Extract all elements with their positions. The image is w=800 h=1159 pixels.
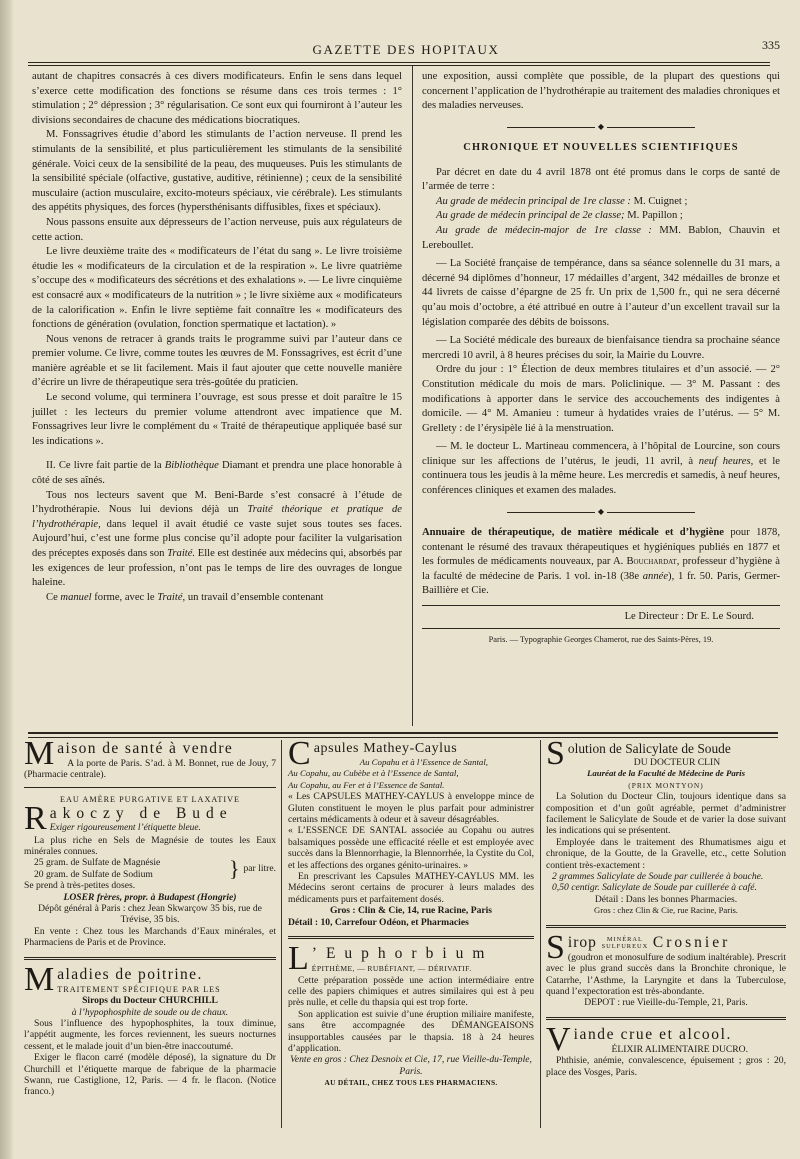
ad-title-part: Crosnier — [652, 933, 731, 951]
drop-capital: M — [24, 960, 55, 998]
ad-title — [568, 934, 786, 952]
ad-wholesale: Gros : chez Clin & Cie, rue Racine, Paris. — [594, 905, 738, 916]
dose-line: 20 gram. de Sulfate de Sodium — [34, 868, 153, 880]
ad-subtitle: Lauréat de la Faculté de Médecine de Paris — [586, 768, 746, 779]
ad-retail: Détail : 10, Carrefour Odéon, et Pharmacies — [288, 916, 469, 928]
running-head — [20, 38, 792, 62]
text-run: forme, avec le — [91, 591, 158, 603]
promotion-names: M. Cuignet ; — [630, 195, 688, 207]
drop-capital: S — [546, 928, 565, 966]
ad-text: Sous l’influence des hypophosphites, la toux diminue, l’appétit augmente, les forces reviennent, les sueurs nocturnes cessent, et le malade jouit d’un bien-être inaccoutumé. — [24, 1017, 276, 1052]
right-column — [422, 70, 780, 648]
ad-euphorbium — [288, 940, 534, 1088]
ad-depot: Dépôt général à Paris : chez Jean Skwarçow 35 bis, rue de Trévise, 35 bis. — [38, 903, 262, 926]
ads-column-1 — [24, 735, 276, 1104]
advertisements-rule — [28, 732, 778, 738]
ad-tagline: TRAITEMENT SPÉCIFIQUE PAR LES — [57, 984, 221, 994]
ad-text: En prescrivant les Capsules MATHEY-CAYLUS MM. les Médecins seront certains de procurer à leurs malades des médicaments purs et parfaitement dosés. — [288, 871, 534, 905]
drop-capital: M — [24, 735, 55, 772]
ad-text: Cette préparation possède une action intermédiaire entre celle des papiers chimiques et autres similaires qui est à peu près nulle, et celle du thapsia qui est trop forte. — [288, 974, 534, 1009]
ad-text: « L’ESSENCE DE SANTAL associée au Copahu ou autres balsamiques possède une efficacité réelle et est employée avec succès dans la Blennorrhagie, la Blennorrhée, la Cystite du Col, et les affections des organes génito-urinaires. » — [288, 825, 534, 871]
binding-gutter — [0, 0, 14, 1159]
paragraph-beni-barde — [32, 489, 402, 591]
ad-text: En vente : Chez tous les Marchands d’Eaux minérales, et Pharmaciens de Paris et de Province. — [24, 925, 276, 949]
text-run: et le continuera tous les jeudis à la même heure. Les mercredis et samedis, à neuf heures, conférences cliniques et examen des malades. — [422, 455, 780, 497]
text-run-italic: année — [642, 570, 669, 582]
news-item: — La Société médicale des bureaux de bienfaisance tiendra sa prochaine séance mercredi 10 avril, à 8 heures précises du soir, la Mairie du Louvre. — [422, 335, 780, 361]
paragraph: Le livre deuxième traite des « modificateurs de l’état du sang ». Le livre troisième étudie les « modificateurs de la circulation et de la respiration ». Le livre quatrième s’occupe des « modificateurs des sécrétions et des exhalations ». — Le livre cinquième est consacré aux « modificateurs de la nutrition » ; le livre sixième aux « modificateurs de la calorification ». Enfin le livre septième fait connaître les « modificateurs des fonctions de génération (ovulation, fonction spermatique et lactation). » — [32, 246, 402, 331]
ad-subtitle: DU DOCTEUR CLIN — [633, 757, 721, 768]
journal-title: GAZETTE DES HOPITAUX — [312, 42, 500, 57]
news-item — [422, 440, 780, 498]
paragraph-part-two — [32, 459, 402, 488]
drop-capital: S — [546, 735, 565, 772]
ads-column-2 — [288, 735, 534, 1095]
text-run: dans lequel il avait étudié ce vaste sujet sous toutes ses faces. Aujourd’hui, c’est une forme plus concise qu’il adopte pour faciliter la vulgarisation des préceptes exposés dans son — [32, 518, 402, 559]
ad-retail: Détail : Dans les bonnes Pharmacies. — [594, 893, 738, 905]
ad-title: aison de santé à vendre — [57, 740, 234, 757]
left-column — [32, 70, 402, 605]
ad-subtitle: ÉLIXIR ALIMENTAIRE DUCRO. — [611, 1043, 749, 1055]
ad-tagline: EAU AMÈRE PURGATIVE ET LAXATIVE — [59, 794, 241, 804]
ad-title-part: irop — [567, 933, 597, 951]
page-number: 335 — [762, 38, 780, 52]
annuaire-author: Bouchardat, — [626, 556, 680, 568]
paragraph: Nous venons de retracer à grands traits le programme suivi par l’auteur dans ce premier volume. Ce livre, comme toutes les œuvres de M. Fonssagrives, est écrit d’une manière agréable et se lit facilement. Mais il faut ajouter que cette nouvelle manière d’écrire un livre de thérapeutique sera très-goûtée du praticien. — [32, 333, 402, 389]
drop-capital: C — [288, 735, 311, 772]
paragraph: autant de chapitres consacrés à ces divers modificateurs. Enfin le sens dans lequel s’exerce cette modification des fonctions se résume dans ces trois termes : 1° stimulation ; 2° dépression ; 3° régularisation. Ce sont eux qui fourniront à l’auteur les divisions secondaires de chacune des médications biocratiques. — [32, 71, 402, 126]
ad-separator — [288, 936, 534, 939]
ad-subtitle: Au Copahu et à l’Essence de Santal, — [359, 757, 488, 767]
director-signature: Le Directeur : Dr E. Le Sourd. — [422, 605, 780, 625]
ad-title: ’Euphorbium — [311, 945, 494, 963]
brace-glyph: } — [228, 855, 240, 881]
section-title: CHRONIQUE ET NOUVELLES SCIENTIFIQUES — [463, 142, 739, 154]
ad-title: apsules Mathey-Caylus — [313, 741, 458, 756]
text-run: — M. le docteur L. Martineau commencera, à l’hôpital de Lourcine, son cours clinique sur les affections de l’utérus, le jeudi, 11 avril, à — [422, 441, 780, 467]
ads-divider — [540, 740, 541, 1128]
promotion-line — [422, 224, 780, 253]
dose-lines — [24, 857, 225, 880]
ads-column-3 — [546, 735, 786, 1084]
ad-title: akoczy de Bude — [49, 805, 233, 823]
drop-capital: V — [546, 1020, 571, 1058]
ads-divider — [281, 740, 282, 1128]
ad-subtitle: à l’hypophosphite de soude ou de chaux. — [71, 1006, 229, 1018]
ad-depot: DEPOT : rue Vieille-du-Temple, 21, Paris. — [584, 997, 748, 1009]
ad-capsules — [288, 735, 534, 928]
ad-subtitle: Au Copahu, au Fer et à l’Essence de Santal. — [288, 779, 445, 790]
annuaire-title: Annuaire de thérapeutique, de matière médicale et d’hygiène — [422, 526, 724, 538]
promotion-grade: Au grade de médecin principal de 1re classe : — [436, 195, 631, 207]
ad-solution-salicylate — [546, 735, 786, 917]
text-run-italic: manuel — [60, 591, 92, 603]
ad-text: (goudron et monosulfure de sodium inaltérable). Prescrit avec le plus grand succès dans la Bronchite chronique, le Catarrhe, l’Asthme, la Laryngite et dans la Tuberculose, quand l’expectoration est très-abondante. — [546, 951, 786, 997]
text-run-italic: Traité théorique et pratique de l’hydrothérapie, — [32, 504, 402, 530]
paragraph: M. Fonssagrives étudie d’abord les stimulants de l’action nerveuse. Il prend les stimulants de la sensibilité, et plus particulièrement les stimulants de la sensibilité générale. Voici ceux de la sensibilité de la peau, des muqueuses. Puis les stimulants de la sensibilité spéciale (olfactive, gustative, auditive, rétinienne) ; ceux de la sensibilité musculaire (action musculaire, excito-moteurs spéciaux, vie cérébrale). Les stimulants des appétits physiques, des forces (hypersthénisants diffusibles, fixes et spéciaux). — [32, 129, 402, 214]
text-run: pour 1878, contenant le résumé des travaux thérapeutiques et hygiéniques publiés en 1877 et les formules de médicaments nouveaux, par A. — [422, 526, 780, 568]
ad-separator — [546, 925, 786, 928]
ad-text: A la porte de Paris. S’ad. à M. Bonnet, rue de Jouy, 7 (Pharmacie centrale). — [24, 758, 276, 781]
ad-text: La Solution du Docteur Clin, toujours identique dans sa composition et d’un goût agréable, permet d’administrer facilement le Salicylate de Soude et de varier la dose suivant les indications qui se présentent. — [546, 791, 786, 837]
text-run: Ce — [46, 591, 61, 603]
dose-line: 25 gram. de Sulfate de Magnésie — [34, 857, 161, 869]
paragraph: Le second volume, qui terminera l’ouvrage, est sous presse et doit paraître le 15 juillet : les lecteurs du premier volume attendront avec impatience que M. Fonssagrives leur livre le complément du « Traité de thérapeutique appliquée basé sur les indications ». — [32, 392, 402, 447]
text-run: Elle est destinée aux médecins qui, absorbés par les exigences de leur profession, n’ont pas le temps de lire des ouvrages de longue haleine. — [32, 548, 402, 589]
ad-title-small: MINÉRAL SULFUREUX — [601, 935, 649, 950]
ad-title: olution de Salicylate de Soude — [567, 741, 731, 756]
text-run-italic: Bibliothèque — [164, 460, 219, 472]
promotion-grade: Au grade de médecin-major de 1re classe : — [436, 224, 652, 236]
ad-title: aladies de poitrine. — [57, 965, 203, 983]
news-item: — La Société française de tempérance, dans sa séance solennelle du 31 mars, a décerné 94 diplômes d’honneur, 17 médailles d’argent, 342 médailles de bronze et 44 livrets de caisse d’épargne de 25 fr. Un prix de 1,500 fr., qui ne sera décerné qu’au mois d’octobre, a été attribué en outre à l’auteur d’un excellent travail sur la législation comparée des débits de boissons. — [422, 258, 780, 328]
drop-capital: R — [24, 800, 47, 838]
section-ornament: ◆ — [422, 120, 780, 135]
ad-subtitle: (PRIX MONTYON) — [628, 780, 704, 790]
dose-line: 0,50 centigr. Salicylate de Soude par cuillerée à café. — [552, 882, 757, 894]
ad-proprietor: LOSER frères, propr. à Budapest (Hongrie) — [63, 891, 237, 903]
ad-text: Se prend à très-petites doses. — [24, 880, 136, 892]
dose-line: 2 grammes Salicylate de Soude par cuillerée à bouche. — [552, 871, 764, 883]
ad-retail: AU DÉTAIL, CHEZ TOUS LES PHARMACIENS. — [324, 1078, 498, 1088]
drop-capital: L — [288, 940, 309, 978]
text-run-italic: Traité, — [157, 591, 186, 603]
ad-title: iande crue et alcool. — [573, 1025, 732, 1043]
journal-page — [20, 0, 792, 1159]
printer-line: Paris. — Typographie Georges Chamerot, rue des Saints-Pères, 19. — [422, 628, 780, 648]
section-ornament: ◆ — [422, 505, 780, 520]
ad-separator — [24, 957, 276, 960]
ad-tagline: ÉPITHÈME, — RUBÉFIANT, — DÉRIVATIF. — [311, 964, 472, 974]
ad-separator — [546, 1017, 786, 1020]
paragraph-manuel — [32, 591, 402, 606]
text-run-italic: Traité. — [167, 548, 196, 559]
ad-product: Sirops du Docteur CHURCHILL — [82, 995, 218, 1007]
column-divider — [412, 66, 413, 726]
text-run: Diamant et prendra une place honorable à côté de ses aînés. — [32, 460, 402, 487]
promotion-names: M. Papillon ; — [624, 210, 683, 222]
ad-maladies-poitrine — [24, 960, 276, 1098]
header-rule — [28, 62, 770, 66]
text-run: II. Ce livre fait partie de la — [46, 460, 165, 472]
promotion-grade: Au grade de médecin principal de 2e classe; — [436, 210, 625, 222]
ad-text: La plus riche en Sels de Magnésie de toutes les Eaux minérales connues. — [24, 834, 276, 858]
ad-separator — [24, 787, 276, 788]
text-run-italic: neuf heures, — [698, 455, 754, 467]
annuaire-notice — [422, 526, 780, 599]
ad-text: Son application est suivie d’une éruption miliaire manifeste, sans être accompagnée des DÉMANGEAISONS insupportables causées par le thapsia. 18 à 24 heures d’application. — [288, 1008, 534, 1054]
decree-intro: Par décret en date du 4 avril 1878 ont été promus dans le corps de santé de l’armée de terre : — [422, 166, 780, 193]
ad-maison-de-sante — [24, 735, 276, 781]
ad-viande-crue — [546, 1020, 786, 1078]
ad-subtitle: Exiger rigoureusement l’étiquette bleue. — [49, 823, 201, 834]
text-run: un travail d’ensemble contenant — [185, 591, 324, 603]
ad-text: Exiger le flacon carré (modèle déposé), la signature du Dr Churchill et l’étiquette marque de fabrique de la pharmacie Swann, rue Castiglione, 12, Paris. — 4 fr. le flacon. (Notice franco.) — [24, 1052, 276, 1098]
dose-block — [24, 857, 276, 880]
ad-wholesale: Vente en gros : Chez Desnoix et Cie, 17, rue Vieille-du-Temple, Paris. — [290, 1054, 532, 1077]
paragraph: Nous passons ensuite aux dépresseurs de l’action nerveuse, puis aux régulateurs de cette action. — [32, 216, 402, 243]
news-item: Ordre du jour : 1° Élection de deux membres titulaires et d’un associé. — 2° Constitution médicale du mois de mars. Policlinique. — 3° M. Passant : des modifications à apporter dans le service des accouchements des indigentes à domicile. — 4° M. Amanieu : tumeur à hydatides vraies de l’utérus. — 5° M. Grellety : de l’érysipèle lié à la menstruation. — [422, 364, 780, 434]
text-run: ), 1 fr. 50. Paris, Germer-Baillière et Cie. — [422, 570, 780, 597]
ad-wholesale: Gros : Clin & Cie, 14, rue Racine, Paris — [329, 905, 493, 917]
promotion-names: MM. Bablon, Chauvin et Lereboullet. — [422, 224, 780, 251]
dose-unit: par litre. — [243, 863, 276, 875]
ad-text: « Les CAPSULES MATHEY-CAYLUS à enveloppe mince de Gluten constituent le moyen le plus parfait pour administrer certains médicaments à odeur et à saveur désagréables. — [288, 791, 534, 826]
promotion-line — [422, 209, 780, 224]
ad-text: Phthisie, anémie, convalescence, épuisement ; gros : 20, place des Vosges, Paris. — [546, 1055, 786, 1078]
paragraph-continuation: une exposition, aussi complète que possible, de la plupart des questions qui concernent l’application de l’hydrothérapie au traitement des maladies chroniques et des maladies nerveuses. — [422, 71, 780, 112]
ad-rakoczy — [24, 794, 276, 949]
promotion-line — [422, 195, 780, 210]
ad-sirop-crosnier — [546, 928, 786, 1009]
text-run: Tous nos lecteurs savent que M. Beni-Barde s’est consacré à l’étude de l’hydrothérapie. Nous lui devions déjà un — [32, 489, 402, 516]
text-run: professeur d’hygiène à la faculté de médecine de Paris. 1 vol. in-18 (38e — [422, 556, 780, 582]
ad-text: Employée dans le traitement des Rhumatismes aigu et chronique, de la Goutte, de la Gravelle, etc., cette Solution contient très-exactement : — [546, 836, 786, 871]
ad-subtitle: Au Copahu, au Cubèbe et à l’Essence de Santal, — [288, 768, 459, 779]
